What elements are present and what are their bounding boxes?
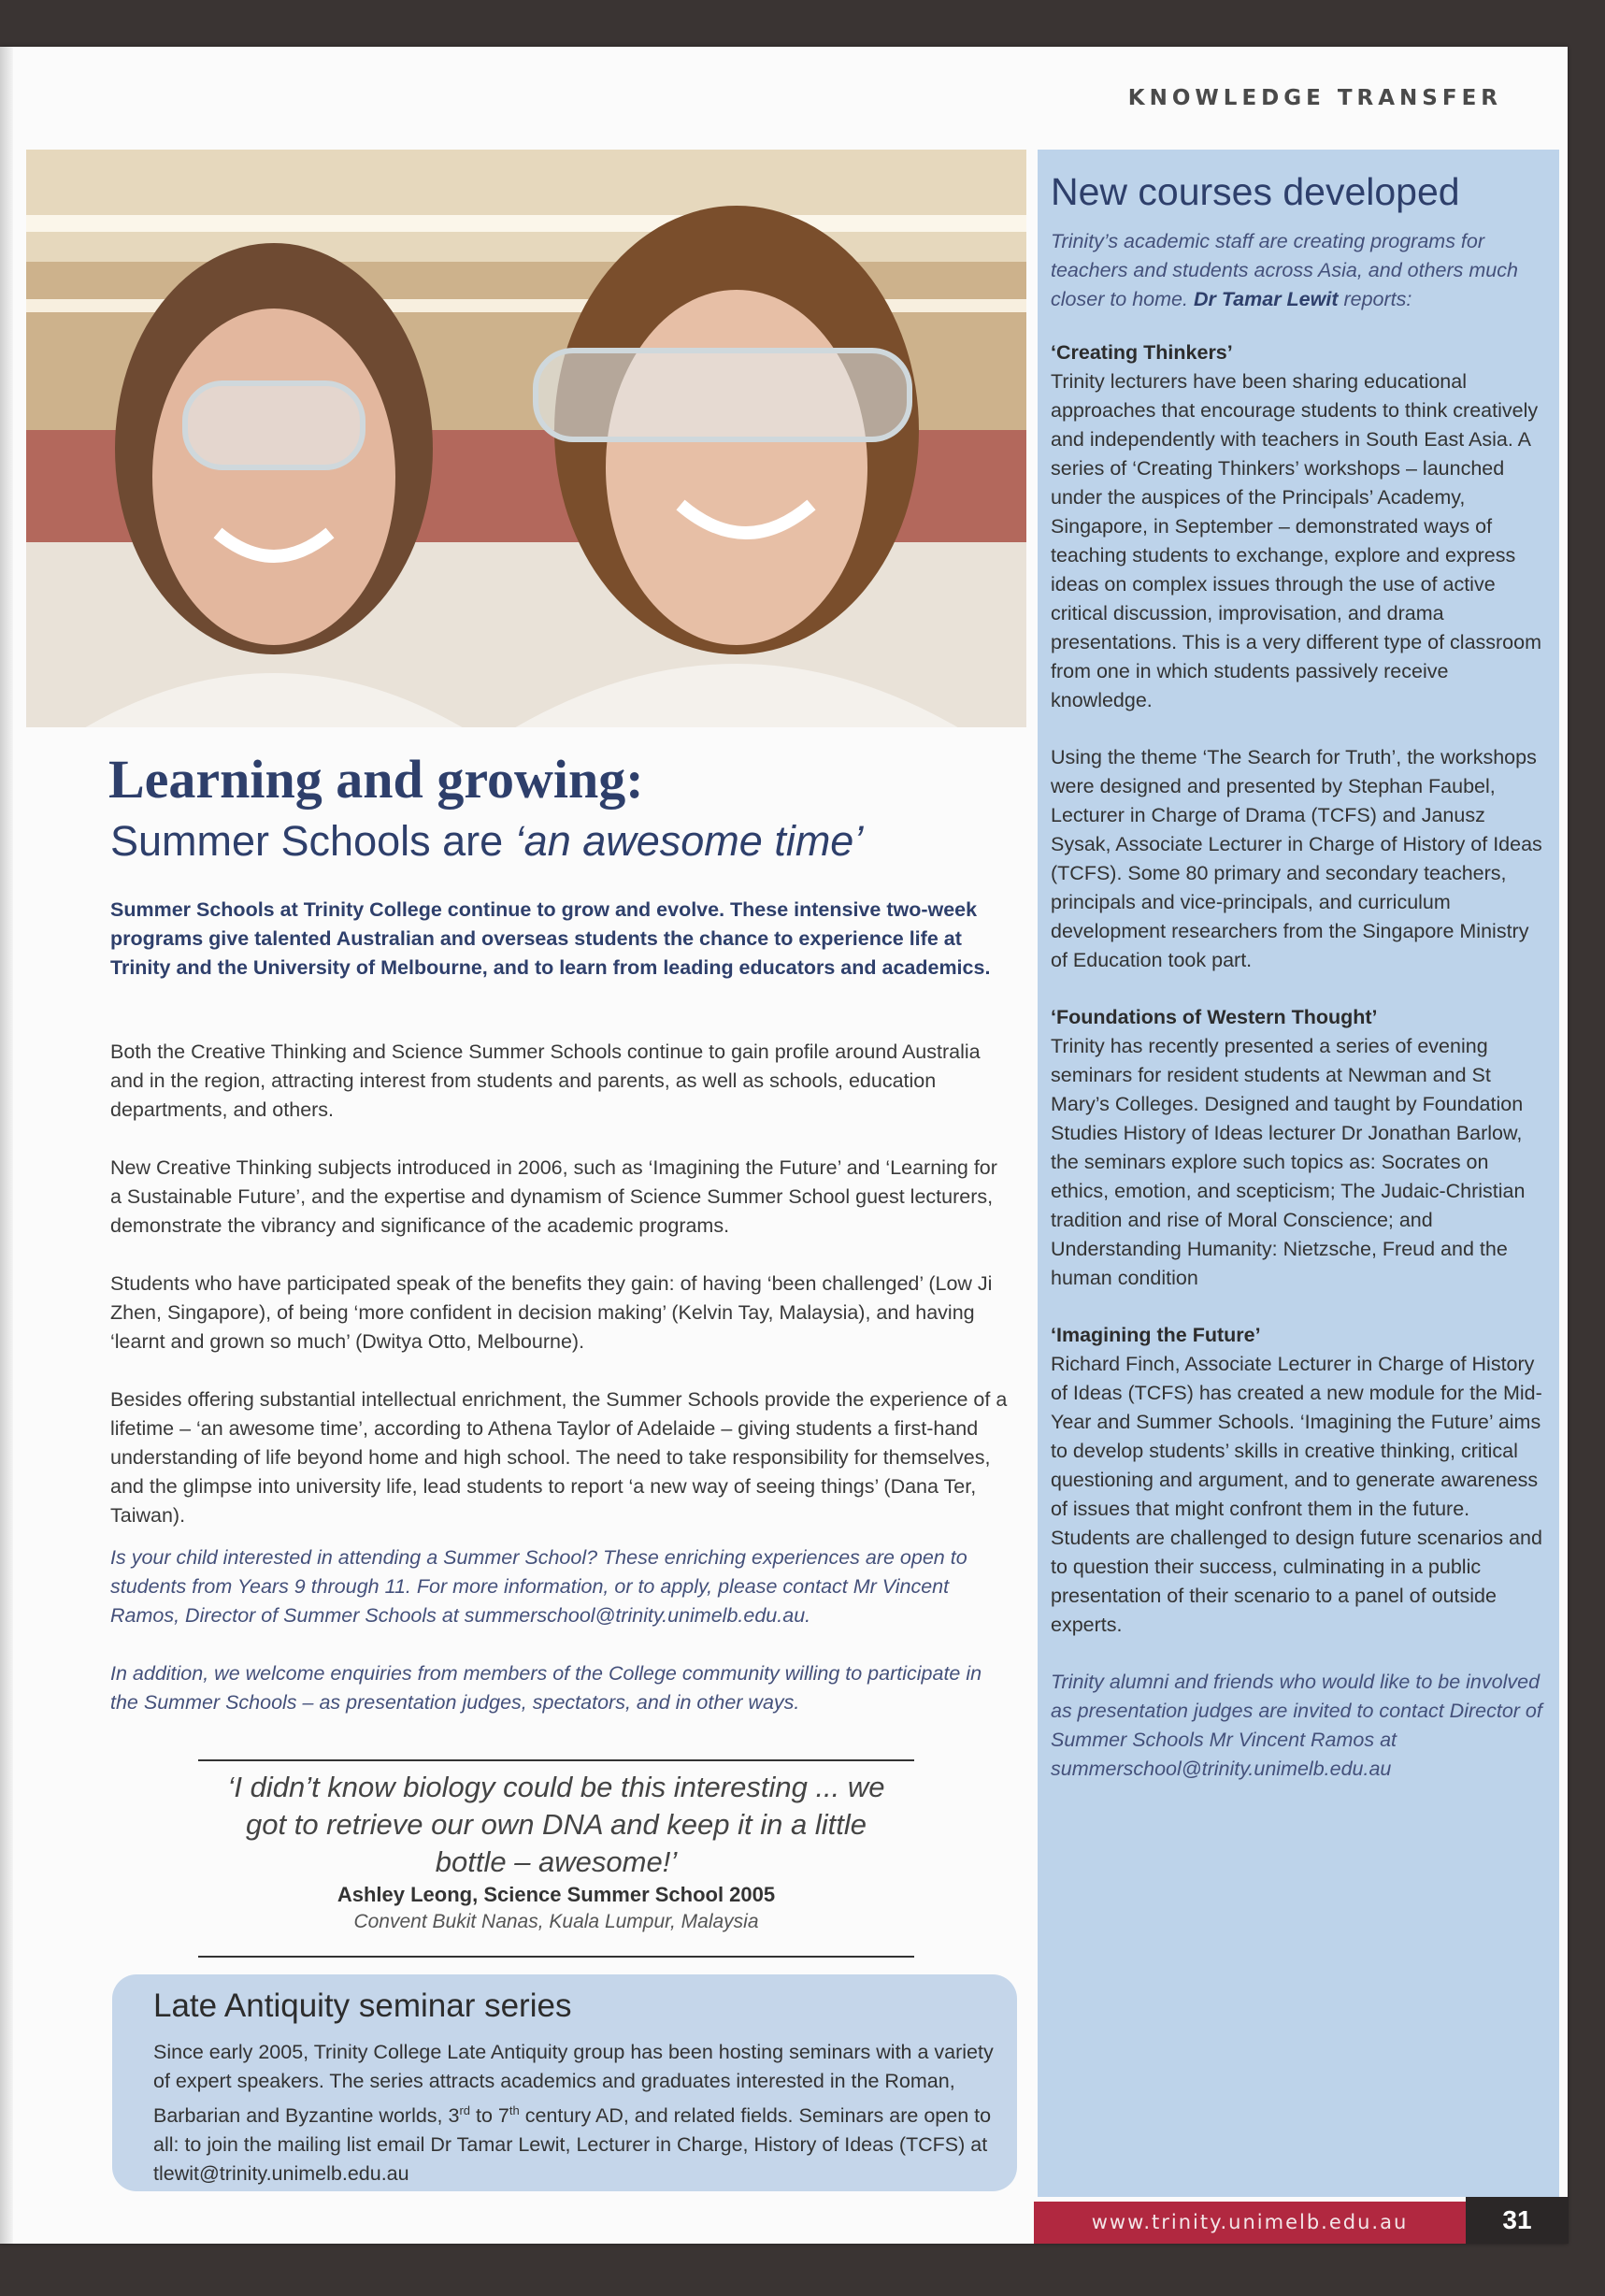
body-paragraph: Both the Creative Thinking and Science Summer Schools continue to gain profile around Australia and in the region, attracting interest from students and parents, as well as schools, education departments, and others. [110, 1040, 981, 1121]
section-label: KNOWLEDGE TRANSFER [1127, 86, 1502, 110]
sidebar-outro: Trinity alumni and friends who would like to be involved as presentation judges are invited to contact Director of Summer Schools Mr Vincent Ramos at summerschool@trinity.unimelb.edu.au [1051, 1671, 1542, 1780]
subtitle-italic: ‘an awesome time’ [514, 817, 864, 865]
late-antiquity-box [112, 1974, 1017, 2191]
sidebar-intro: Trinity’s academic staff are creating programs for teachers and students across Asia, and others much closer to home. Dr Tamar Lewit reports: [1051, 230, 1518, 310]
sidebar-paragraph: Using the theme ‘The Search for Truth’, the workshops were designed and presented by Stephan Faubel, Lecturer in Charge of Drama (TCFS) and Janusz Sysak, Associate Lecturer in Charge of History of Ideas (TCFS). Some 80 primary and secondary teachers, principals and vice-principals, and curriculum development researchers from the Singapore Ministry of Education took part. [1051, 746, 1542, 971]
sidebar-section-heading: ‘Foundations of Western Thought’ [1051, 1006, 1378, 1028]
body-paragraph: New Creative Thinking subjects introduced in 2006, such as ‘Imagining the Future’ and ‘Learning for a Sustainable Future’, and the expertise and dynamism of Science Summer School guest lecturers, demonstrate the vibrancy and significance of the academic programs. [110, 1156, 997, 1237]
contact-paragraph: Is your child interested in attending a Summer School? These enriching experiences are open to students from Years 9 through 11. For more information, or to apply, please contact Mr Vincent Ramos, Director of Summer Schools at summerschool@trinity.unimelb.edu.au. [110, 1546, 967, 1627]
quote-rule-top [198, 1759, 914, 1761]
article-lead: Summer Schools at Trinity College continue to grow and evolve. These intensive two-week programs give talented Australian and overseas students the chance to experience life at Trinity and the University of Melbourne, and to learn from leading educators and academics. [110, 898, 991, 979]
quote-affiliation: Convent Bukit Nanas, Kuala Lumpur, Malaysia [353, 1911, 759, 1932]
invite-paragraph: In addition, we welcome enquiries from members of the College community willing to participate in the Summer Schools – as presentation judges, spectators, and in other ways. [110, 1662, 982, 1714]
sidebar-intro-author: Dr Tamar Lewit [1193, 288, 1339, 310]
late-antiquity-title: Late Antiquity seminar series [153, 1987, 572, 2024]
quote-text: ‘I didn’t know biology could be this interesting ... we got to retrieve our own DNA and keep it in a little bottle – awesome!’ [227, 1771, 885, 1878]
body-paragraph: Students who have participated speak of the benefits they gain: of having ‘been challenged’ (Low Ji Zhen, Singapore), of being ‘more confident in decision making’ (Kelvin Tay, Malaysia), and having ‘learnt and grown so much’ (Dwitya Otto, Melbourne). [110, 1272, 993, 1353]
page-binding-edge [0, 47, 13, 2244]
article-title: Learning and growing: [108, 749, 644, 810]
page-number: 31 [1466, 2197, 1569, 2244]
sidebar-title: New courses developed [1051, 170, 1460, 213]
students-photo-illustration [26, 150, 1026, 727]
pull-quote [159, 1769, 953, 1933]
quote-attribution: Ashley Leong, Science Summer School 2005 [337, 1883, 776, 1906]
article-subtitle [110, 817, 863, 866]
late-antiquity-body: Since early 2005, Trinity College Late Antiquity group has been hosting seminars with a variety of expert speakers. The series attracts academics and graduates interested in the Roman, Barbarian and Byzantine worlds, 3rd to 7th century AD, and related fields. Seminars are open to all: to join the mailing list email Dr Tamar Lewit, Lecturer in Charge, History of Ideas (TCFS) at tlewit@trinity.unimelb.edu.au [153, 2041, 994, 2186]
article-body [110, 1038, 1008, 1746]
sidebar-section-heading: ‘Creating Thinkers’ [1051, 341, 1233, 364]
sidebar-paragraph: Trinity lecturers have been sharing educational approaches that encourage students to think creatively and independently with teachers in South East Asia. A series of ‘Creating Thinkers’ workshops – launched under the auspices of the Principals’ Academy, Singapore, in September – demonstrated ways of teaching students to exchange, explore and express ideas on complex issues through the use of active critical discussion, improvisation, and drama presentations. This is a very different type of classroom from one in which students passively receive knowledge. [1051, 370, 1542, 711]
sidebar-section-heading: ‘Imagining the Future’ [1051, 1324, 1261, 1346]
sidebar-paragraph: Richard Finch, Associate Lecturer in Charge of History of Ideas (TCFS) has created a new module for the Mid-Year and Summer Schools. ‘Imagining the Future’ aims to develop students’ skills in creative thinking, critical questioning and argument, and to generate awareness of issues that might confront them in the future. Students are challenged to design future scenarios and to question their success, culminating in a public presentation of their scenario to a panel of outside experts. [1051, 1353, 1542, 1636]
sidebar-column [1038, 150, 1559, 2197]
subtitle-plain: Summer Schools are [110, 817, 515, 865]
sidebar-paragraph: Trinity has recently presented a series of evening seminars for resident students at Newman and St Mary’s Colleges. Designed and taught by Foundation Studies History of Ideas lecturer Dr Jonathan Barlow, the seminars explore such topics as: Socrates on ethics, emotion, and scepticism; The Judaic-Christian tradition and rise of Moral Conscience; and Understanding Humanity: Nietzsche, Freud and the human condition [1051, 1035, 1526, 1289]
article-photo [26, 150, 1026, 727]
body-paragraph: Besides offering substantial intellectual enrichment, the Summer Schools provide the experience of a lifetime – ‘an awesome time’, according to Athena Taylor of Adelaide – giving students a first-hand understanding of life beyond home and high school. The need to take responsibility for themselves, and the glimpse into university life, lead students to report ‘a new way of seeing things’ (Dana Ter, Taiwan). [110, 1388, 1008, 1527]
quote-rule-bottom [198, 1956, 914, 1958]
footer-url[interactable]: www.trinity.unimelb.edu.au [1034, 2202, 1466, 2244]
